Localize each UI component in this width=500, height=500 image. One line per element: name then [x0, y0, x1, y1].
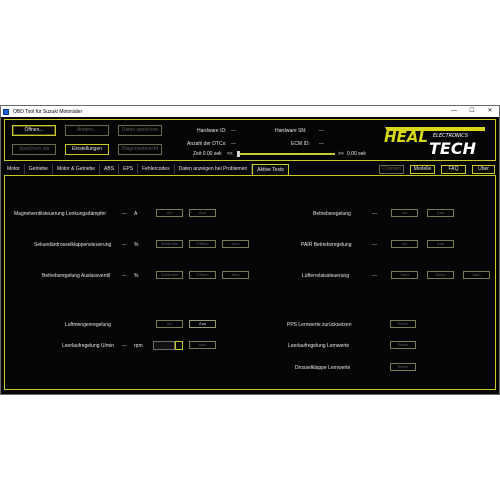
pair-off-button[interactable]: Aus [427, 240, 454, 248]
open-button[interactable]: Öffnen... [12, 125, 56, 136]
app-icon [3, 109, 9, 115]
betrieb-aus-label: Betriebsregelung Auslassventil [42, 273, 111, 279]
prev-button[interactable]: << [227, 151, 233, 157]
logo-heal-text: HEAL [384, 128, 428, 146]
leerlauf-lern-reset-button[interactable]: Reset [390, 341, 416, 349]
connect-button[interactable]: Connect [379, 165, 404, 174]
healtech-logo [381, 124, 489, 157]
drossel-label: Drosselklappe Lernwerte [295, 365, 351, 371]
hardware-id-value: --- [231, 128, 236, 134]
luftmengen-on-button[interactable]: An [156, 320, 183, 328]
maximize-button[interactable]: ☐ [469, 108, 475, 114]
ecm-id-label: ECM ID: [291, 141, 310, 147]
time-slider-handle[interactable] [237, 151, 240, 157]
tab-eps[interactable]: EPS [119, 164, 138, 174]
tab-daten-anzeigen[interactable]: Daten anzeigen bei Problemen [175, 164, 253, 174]
minimize-button[interactable]: — [451, 108, 457, 114]
betrieb-value: --- [372, 211, 377, 217]
models-button[interactable]: Modelle [410, 165, 435, 174]
sekundar-open-button[interactable]: Öffnen [189, 240, 216, 248]
pair-on-button[interactable]: An [391, 240, 418, 248]
close-button[interactable]: ✕ [487, 108, 493, 114]
luftmengen-off-button[interactable]: Aus [189, 320, 216, 328]
save-as-button[interactable]: Speichern als [12, 144, 56, 155]
diagnose-report-button[interactable]: Diagnosebericht [118, 144, 162, 155]
leerlauf-label: Leerlaufregelung U/min [62, 343, 114, 349]
faq-button[interactable]: FAQ [441, 165, 466, 174]
time-slider-track[interactable] [237, 153, 335, 155]
tab-motor-getriebe[interactable]: Motor & Getriebe [53, 164, 100, 174]
tab-bar [3, 164, 289, 175]
dtc-count-label: Anzahl der DTCs: [187, 141, 227, 147]
leerlauf-rpm-input[interactable] [153, 341, 175, 350]
leerlauf-rpm-stepper[interactable] [175, 341, 183, 350]
drossel-reset-button[interactable]: Reset [390, 363, 416, 371]
luefter-label: Lüfterrelaissteuerung [302, 273, 349, 279]
hardware-sn-label: Hardware SN: [275, 128, 307, 134]
sekundar-label: Sekundärdrosselklappensteuerung [34, 242, 112, 248]
leerlauf-value: --- [122, 343, 127, 349]
dtc-count-value: --- [231, 141, 236, 147]
betrieb-aus-auto-button[interactable]: Auto [222, 271, 249, 279]
sekundar-value: --- [122, 242, 127, 248]
magnet-on-button[interactable]: An [156, 209, 183, 217]
window-title: OBD Tool für Suzuki Motoräder [13, 108, 83, 115]
leerlauf-unit: rpm [134, 343, 143, 349]
betrieb-aus-open-button[interactable]: Öffnen [189, 271, 216, 279]
magnet-off-button[interactable]: Aus [189, 209, 216, 217]
time-label: Zeit 0.00 sek [193, 151, 222, 157]
tab-aktive-tests[interactable]: Aktive Tests [252, 164, 289, 175]
sekundar-close-button[interactable]: Schließen [156, 240, 183, 248]
pps-label: PPS Lernwerte zurücksetzen [287, 322, 352, 328]
about-button[interactable]: Über [472, 165, 495, 174]
luftmengen-label: Luftmengenregelung [65, 322, 111, 328]
ecm-id-value: --- [319, 141, 324, 147]
pps-reset-button[interactable]: Reset [390, 320, 416, 328]
betrieb-aus-value: --- [122, 273, 127, 279]
betrieb-aus-close-button[interactable]: Schließen [156, 271, 183, 279]
sekundar-unit: % [134, 242, 139, 248]
magnet-unit: A [134, 211, 138, 217]
active-tests-panel [4, 175, 496, 390]
luefter-stop-button[interactable]: Stopp [427, 271, 454, 279]
magnet-value: --- [122, 211, 127, 217]
betrieb-label: Betriebsregelung [313, 211, 351, 217]
hardware-id-label: Hardware ID: [197, 128, 227, 134]
luefter-start-button[interactable]: Start [391, 271, 418, 279]
next-button[interactable]: >> [338, 151, 344, 157]
tab-motor[interactable]: Motor [3, 164, 25, 174]
leerlauf-lern-label: Leerlaufregelung Lernwerte [288, 343, 350, 349]
luefter-value: --- [372, 273, 377, 279]
time-end-label: 0.00 sek [347, 151, 366, 157]
betrieb-on-button[interactable]: An [391, 209, 418, 217]
magnet-label: Magnetventilsteuerung Lenkungsdämpfer [14, 211, 107, 217]
hardware-sn-value: --- [319, 128, 324, 134]
tab-getriebe[interactable]: Getriebe [25, 164, 53, 174]
change-button[interactable]: Ändern... [65, 125, 109, 136]
luefter-auto-button[interactable]: Auto [463, 271, 490, 279]
leerlauf-auto-button[interactable]: Auto [189, 341, 216, 349]
title-bar [1, 106, 499, 117]
pair-label: PAIR Betriebsregelung [301, 242, 352, 248]
logo-tagline-text: ELECTRONICS [433, 133, 469, 139]
save-data-button[interactable]: Daten speichern [118, 125, 162, 136]
sekundar-auto-button[interactable]: Auto [222, 240, 249, 248]
logo-tech-text: TECH [429, 139, 476, 157]
tab-abs[interactable]: ABS [100, 164, 119, 174]
pair-value: --- [372, 242, 377, 248]
tab-fehlercodes[interactable]: Fehlercodes [138, 164, 175, 174]
settings-button[interactable]: Einstellungen [65, 144, 109, 155]
betrieb-aus-unit: % [134, 273, 139, 279]
app-window [0, 105, 500, 395]
betrieb-off-button[interactable]: Aus [427, 209, 454, 217]
